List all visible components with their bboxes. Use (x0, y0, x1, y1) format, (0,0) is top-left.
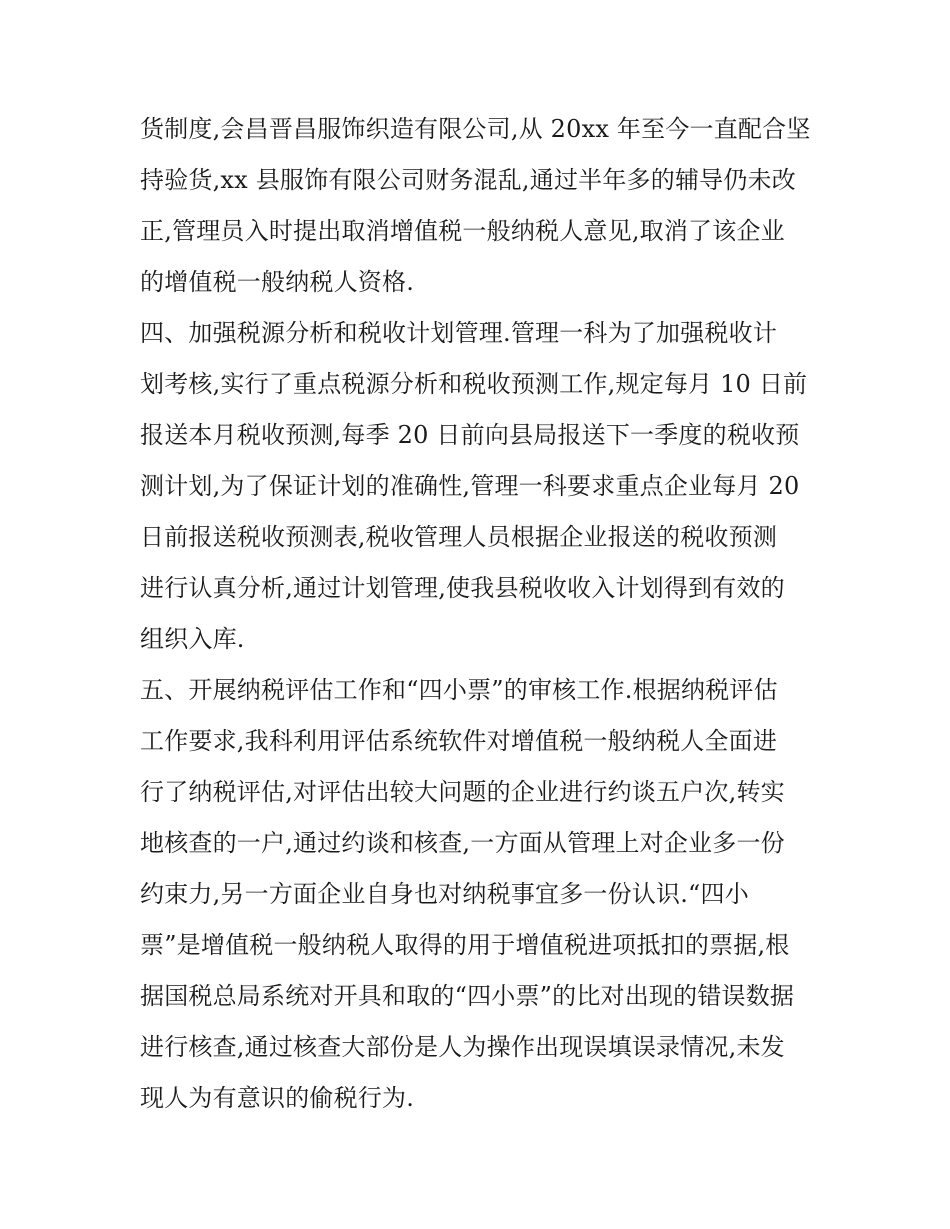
text-line: 报送本月税收预测,每季 20 日前向县局报送下一季度的税收预 (140, 421, 800, 449)
text-line: 的增值税一般纳税人资格. (140, 268, 415, 296)
text-line: 行了纳税评估,对评估出较大问题的企业进行约谈五户次,转实 (140, 778, 785, 806)
text-line: 票”是增值税一般纳税人取得的用于增值税进项抵扣的票据,根 (140, 931, 790, 959)
text-line: 据国税总局系统对开具和取的“四小票”的比对出现的错误数据 (140, 982, 795, 1010)
text-line: 进行核查,通过核查大部份是人为操作出现误填误录情况,未发 (140, 1033, 785, 1061)
text-line: 日前报送税收预测表,税收管理人员根据企业报送的税收预测 (140, 523, 778, 551)
text-line: 持验货,xx 县服饰有限公司财务混乱,通过半年多的辅导仍未改 (140, 166, 796, 194)
text-line: 约束力,另一方面企业自身也对纳税事宜多一份认识.“四小 (140, 880, 749, 908)
text-line: 正,管理员入时提出取消增值税一般纳税人意见,取消了该企业 (140, 217, 785, 245)
text-line: 现人为有意识的偷税行为. (140, 1084, 415, 1112)
text-line: 工作要求,我科利用评估系统软件对增值税一般纳税人全面进 (140, 727, 778, 755)
text-line: 测计划,为了保证计划的准确性,管理一科要求重点企业每月 20 (140, 472, 800, 500)
text-line: 进行认真分析,通过计划管理,使我县税收收入计划得到有效的 (140, 574, 785, 602)
section-heading-line: 五、开展纳税评估工作和“四小票”的审核工作.根据纳税评估 (140, 676, 778, 704)
text-line: 划考核,实行了重点税源分析和税收预测工作,规定每月 10 日前 (140, 370, 808, 398)
text-line: 组织入库. (140, 625, 245, 653)
text-line: 货制度,会昌晋昌服饰织造有限公司,从 20xx 年至今一直配合坚 (140, 115, 811, 143)
section-heading-line: 四、加强税源分析和税收计划管理.管理一科为了加强税收计 (140, 319, 778, 347)
document-body (140, 104, 820, 1124)
text-line: 地核查的一户,通过约谈和核查,一方面从管理上对企业多一份 (140, 829, 785, 857)
